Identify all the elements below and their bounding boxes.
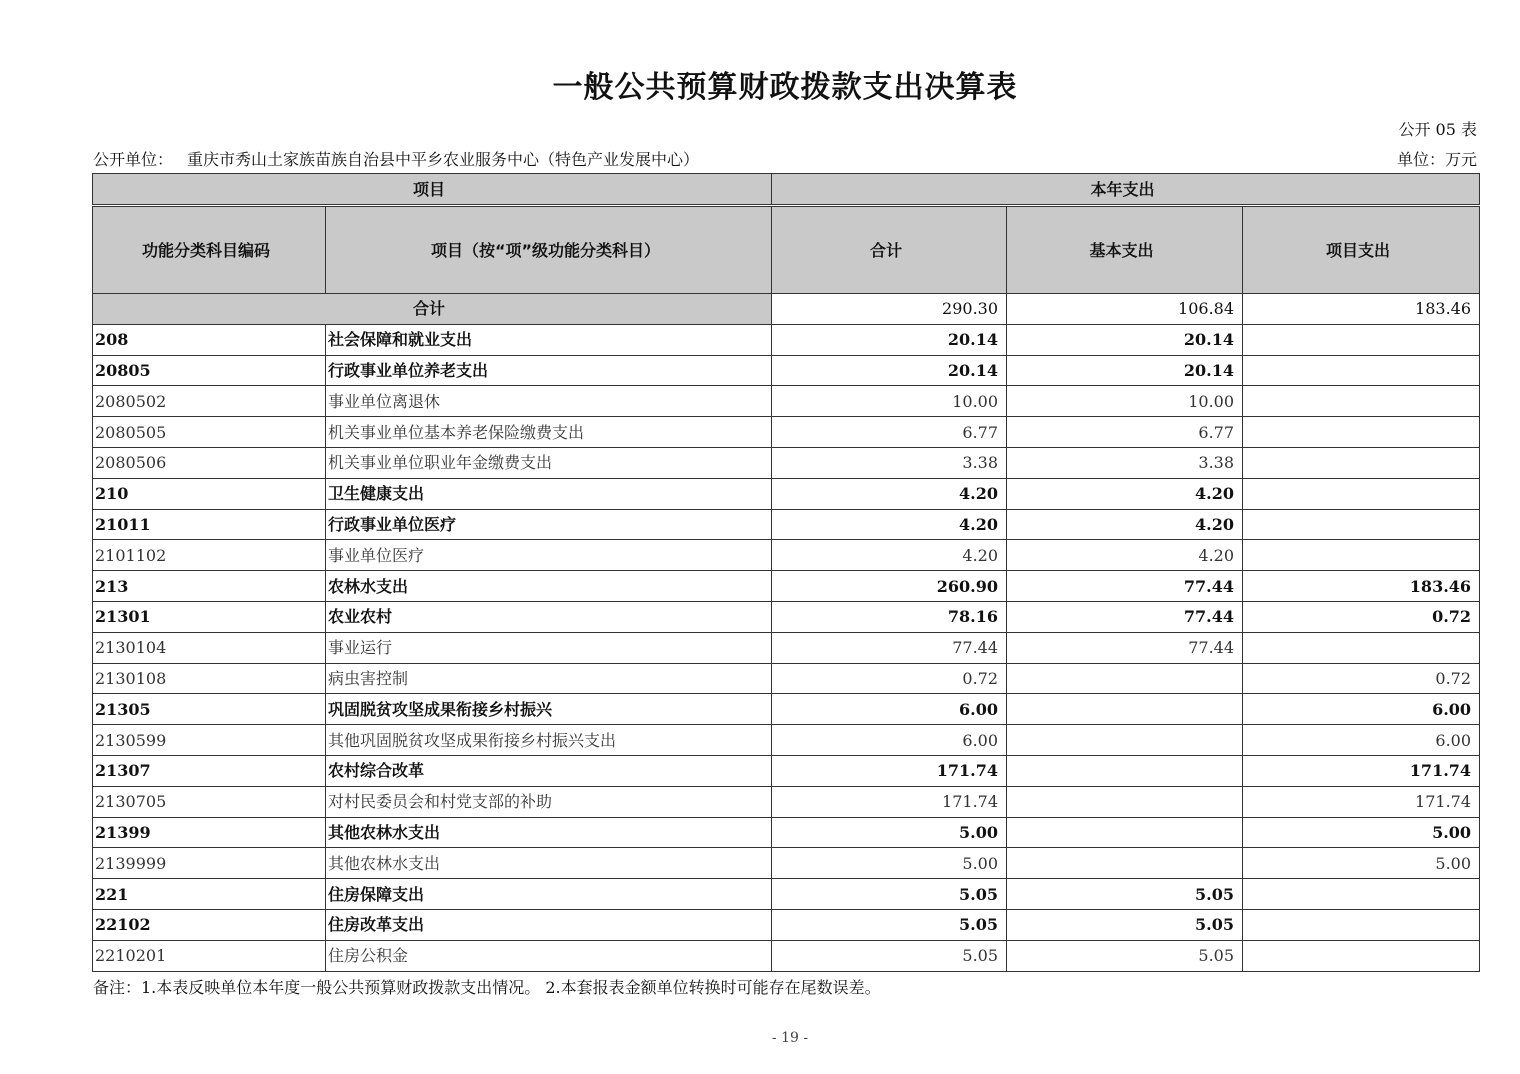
- row-name: 社会保障和就业支出: [326, 324, 772, 355]
- row-name: 农林水支出: [326, 571, 772, 602]
- header-total: 合计: [772, 206, 1007, 294]
- row-total: 3.38: [772, 447, 1007, 478]
- row-total: 5.05: [772, 909, 1007, 940]
- row-code: 2210201: [93, 940, 326, 971]
- row-name: 其他巩固脱贫攻坚成果衔接乡村振兴支出: [326, 725, 772, 756]
- row-code: 221: [93, 879, 326, 910]
- row-basic: [1007, 755, 1243, 786]
- row-total: 260.90: [772, 571, 1007, 602]
- reporting-unit: [93, 147, 699, 170]
- row-code: 2139999: [93, 848, 326, 879]
- row-name: 病虫害控制: [326, 663, 772, 694]
- row-total: 171.74: [772, 755, 1007, 786]
- row-basic: 77.44: [1007, 571, 1243, 602]
- table-row: [93, 386, 1480, 417]
- row-basic: [1007, 848, 1243, 879]
- header-project-exp: 项目支出: [1243, 206, 1480, 294]
- row-code: 21301: [93, 601, 326, 632]
- table-row: [93, 694, 1480, 725]
- row-name: 机关事业单位基本养老保险缴费支出: [326, 417, 772, 448]
- row-name: 其他农林水支出: [326, 817, 772, 848]
- row-name: 其他农林水支出: [326, 848, 772, 879]
- row-project: 5.00: [1243, 848, 1480, 879]
- header-row-top: [93, 174, 1480, 206]
- row-basic: [1007, 663, 1243, 694]
- row-project: 183.46: [1243, 571, 1480, 602]
- total-amount: 290.30: [772, 294, 1007, 325]
- row-code: 21305: [93, 694, 326, 725]
- row-code: 2130599: [93, 725, 326, 756]
- row-basic: [1007, 694, 1243, 725]
- row-project: [1243, 324, 1480, 355]
- row-code: 2130104: [93, 632, 326, 663]
- row-total: 5.05: [772, 940, 1007, 971]
- row-project: [1243, 940, 1480, 971]
- row-total: 171.74: [772, 786, 1007, 817]
- table-row: [93, 478, 1480, 509]
- row-name: 行政事业单位医疗: [326, 509, 772, 540]
- row-total: 4.20: [772, 509, 1007, 540]
- row-total: 4.20: [772, 478, 1007, 509]
- row-basic: 5.05: [1007, 940, 1243, 971]
- row-name: 农村综合改革: [326, 755, 772, 786]
- row-project: [1243, 447, 1480, 478]
- row-basic: [1007, 817, 1243, 848]
- table-body: [93, 294, 1480, 972]
- row-name: 巩固脱贫攻坚成果衔接乡村振兴: [326, 694, 772, 725]
- total-basic: 106.84: [1007, 294, 1243, 325]
- row-total: 5.00: [772, 817, 1007, 848]
- total-project: 183.46: [1243, 294, 1480, 325]
- row-project: [1243, 879, 1480, 910]
- row-total: 5.00: [772, 848, 1007, 879]
- table-row: [93, 725, 1480, 756]
- page-number: - 19 -: [771, 1030, 809, 1046]
- table-row: [93, 417, 1480, 448]
- row-project: [1243, 386, 1480, 417]
- table-row: [93, 909, 1480, 940]
- row-name: 事业单位离退休: [326, 386, 772, 417]
- row-code: 21399: [93, 817, 326, 848]
- table-row: [93, 755, 1480, 786]
- row-project: 171.74: [1243, 786, 1480, 817]
- row-name: 农业农村: [326, 601, 772, 632]
- row-code: 21011: [93, 509, 326, 540]
- row-name: 对村民委员会和村党支部的补助: [326, 786, 772, 817]
- header-basic: 基本支出: [1007, 206, 1243, 294]
- total-label: 合计: [93, 294, 772, 325]
- row-total: 20.14: [772, 355, 1007, 386]
- table-row: [93, 663, 1480, 694]
- row-code: 208: [93, 324, 326, 355]
- row-basic: 77.44: [1007, 632, 1243, 663]
- row-project: [1243, 355, 1480, 386]
- row-total: 6.00: [772, 725, 1007, 756]
- table-row: [93, 571, 1480, 602]
- row-project: [1243, 509, 1480, 540]
- row-code: 21307: [93, 755, 326, 786]
- row-total: 0.72: [772, 663, 1007, 694]
- table-row: [93, 324, 1480, 355]
- row-basic: 5.05: [1007, 909, 1243, 940]
- footnote: 备注：1.本表反映单位本年度一般公共预算财政拨款支出情况。 2.本套报表金额单位转换时可能存在尾数误差。: [93, 978, 881, 997]
- row-code: 210: [93, 478, 326, 509]
- row-total: 6.77: [772, 417, 1007, 448]
- table-row: [93, 940, 1480, 971]
- row-basic: 4.20: [1007, 478, 1243, 509]
- row-basic: 77.44: [1007, 601, 1243, 632]
- row-name: 事业运行: [326, 632, 772, 663]
- table-row: [93, 632, 1480, 663]
- row-name: 住房公积金: [326, 940, 772, 971]
- expenditure-table: [92, 173, 1480, 972]
- row-code: 2101102: [93, 540, 326, 571]
- header-item: 项目（按“项”级功能分类科目）: [326, 206, 772, 294]
- row-project: [1243, 632, 1480, 663]
- row-project: 171.74: [1243, 755, 1480, 786]
- row-total: 5.05: [772, 879, 1007, 910]
- row-code: 22102: [93, 909, 326, 940]
- total-row: [93, 294, 1480, 325]
- header-current-year: 本年支出: [772, 174, 1480, 206]
- row-name: 住房改革支出: [326, 909, 772, 940]
- row-project: 0.72: [1243, 601, 1480, 632]
- row-code: 2080506: [93, 447, 326, 478]
- row-project: [1243, 540, 1480, 571]
- row-name: 事业单位医疗: [326, 540, 772, 571]
- row-basic: 10.00: [1007, 386, 1243, 417]
- header-row-sub: [93, 206, 1480, 294]
- row-code: 2080502: [93, 386, 326, 417]
- table-row: [93, 848, 1480, 879]
- row-basic: 3.38: [1007, 447, 1243, 478]
- row-name: 卫生健康支出: [326, 478, 772, 509]
- row-total: 4.20: [772, 540, 1007, 571]
- row-basic: [1007, 786, 1243, 817]
- row-basic: [1007, 725, 1243, 756]
- table-row: [93, 447, 1480, 478]
- table-row: [93, 786, 1480, 817]
- row-project: [1243, 417, 1480, 448]
- row-project: 0.72: [1243, 663, 1480, 694]
- table-row: [93, 540, 1480, 571]
- currency-unit: 单位：万元: [1396, 150, 1477, 169]
- row-code: 2080505: [93, 417, 326, 448]
- row-basic: 5.05: [1007, 879, 1243, 910]
- row-basic: 20.14: [1007, 355, 1243, 386]
- row-name: 行政事业单位养老支出: [326, 355, 772, 386]
- row-basic: 4.20: [1007, 509, 1243, 540]
- table-row: [93, 817, 1480, 848]
- header-project: 项目: [93, 174, 772, 206]
- row-code: 20805: [93, 355, 326, 386]
- row-total: 20.14: [772, 324, 1007, 355]
- row-total: 10.00: [772, 386, 1007, 417]
- row-total: 78.16: [772, 601, 1007, 632]
- reporting-unit-name: 重庆市秀山土家族苗族自治县中平乡农业服务中心（特色产业发展中心）: [187, 150, 700, 169]
- row-project: 6.00: [1243, 725, 1480, 756]
- form-number: 公开 05 表: [1398, 120, 1477, 139]
- table-row: [93, 355, 1480, 386]
- table-row: [93, 509, 1480, 540]
- row-code: 2130705: [93, 786, 326, 817]
- row-name: 住房保障支出: [326, 879, 772, 910]
- row-basic: 20.14: [1007, 324, 1243, 355]
- header-code: 功能分类科目编码: [93, 206, 326, 294]
- row-total: 77.44: [772, 632, 1007, 663]
- row-name: 机关事业单位职业年金缴费支出: [326, 447, 772, 478]
- row-code: 2130108: [93, 663, 326, 694]
- row-basic: 6.77: [1007, 417, 1243, 448]
- row-code: 213: [93, 571, 326, 602]
- row-basic: 4.20: [1007, 540, 1243, 571]
- reporting-unit-label: 公开单位：: [93, 150, 174, 169]
- row-project: 6.00: [1243, 694, 1480, 725]
- table-row: [93, 879, 1480, 910]
- row-total: 6.00: [772, 694, 1007, 725]
- row-project: 5.00: [1243, 817, 1480, 848]
- row-project: [1243, 909, 1480, 940]
- table-row: [93, 601, 1480, 632]
- page-title: 一般公共预算财政拨款支出决算表: [552, 70, 1018, 105]
- row-project: [1243, 478, 1480, 509]
